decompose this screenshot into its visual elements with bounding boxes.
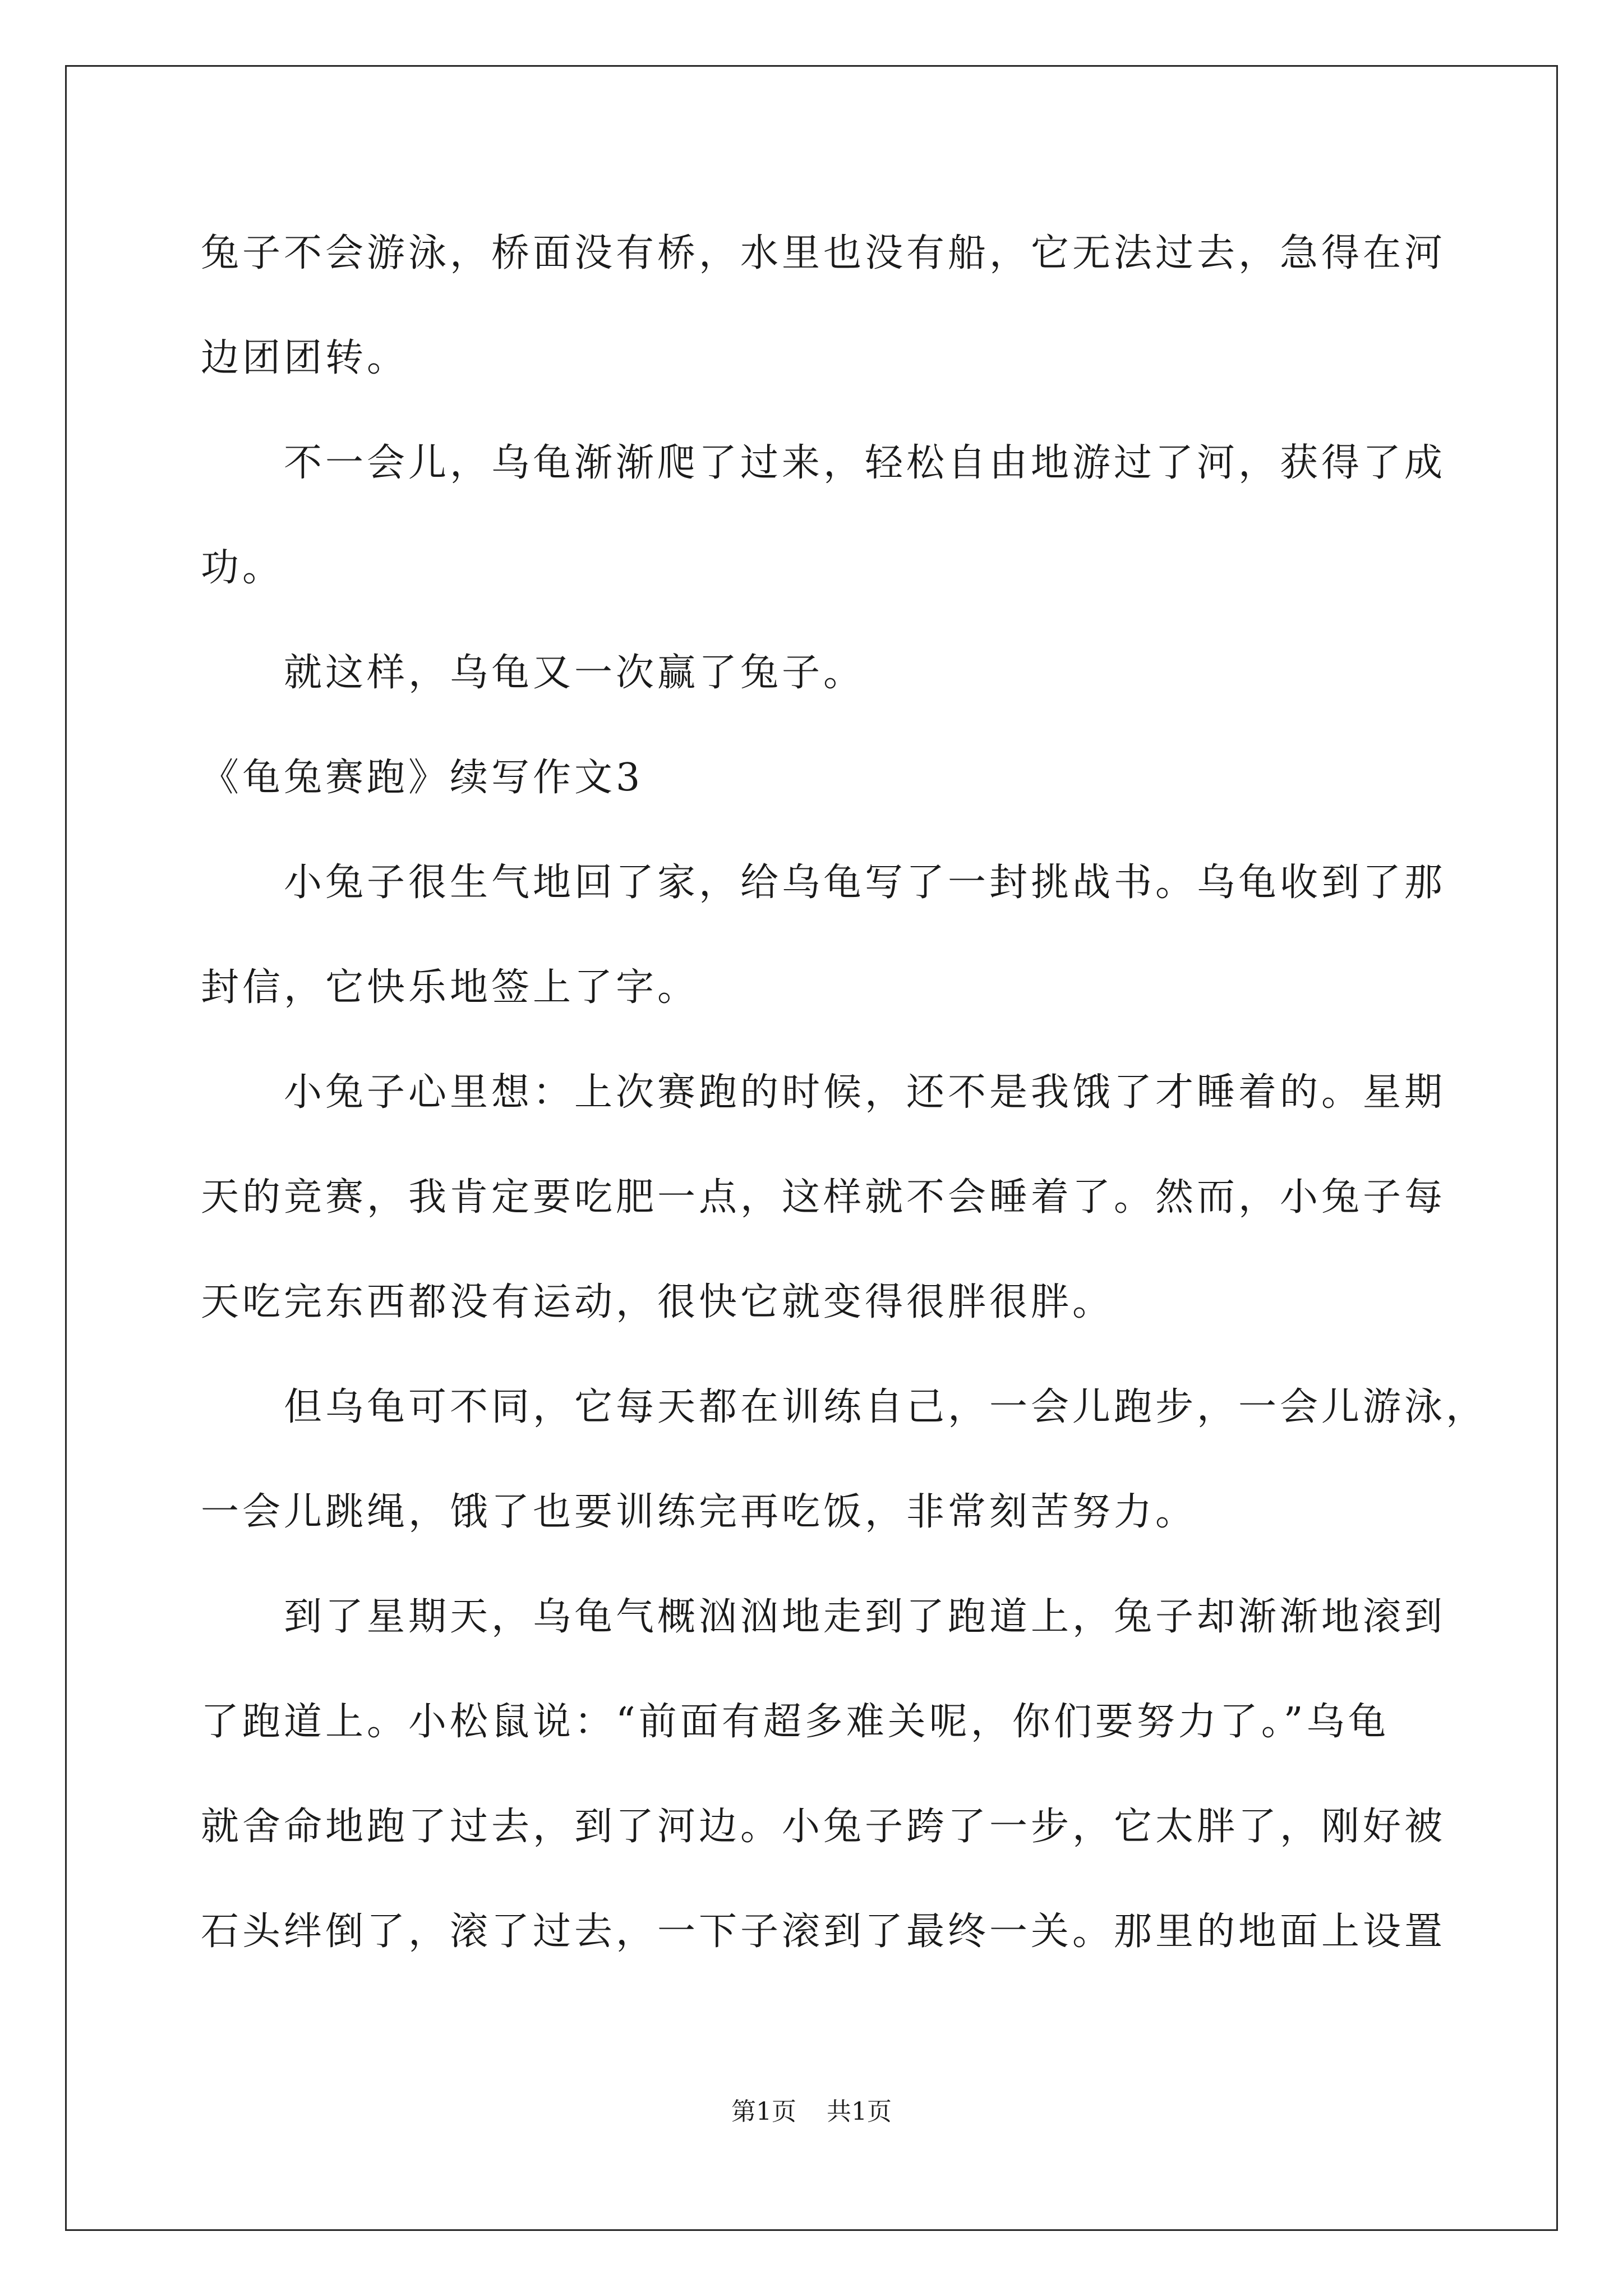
- text-line: 石头绊倒了，滚了过去，一下子滚到了最终一关。那里的地面上设置: [201, 1910, 1446, 1954]
- paragraph-start: 不一会儿，乌龟渐渐爬了过来，轻松自由地游过了河，获得了成: [284, 441, 1446, 485]
- text-line: 边团团转。: [201, 336, 409, 380]
- text-line: 封信，它快乐地签上了字。: [201, 965, 699, 1010]
- text-line: 功。: [201, 546, 284, 590]
- text-line: 一会儿跳绳，饿了也要训练完再吃饭，非常刻苦努力。: [201, 1490, 1197, 1534]
- paragraph-start: 小兔子心里想：上次赛跑的时候，还不是我饿了才睡着的。星期: [284, 1070, 1446, 1115]
- document-body: [201, 201, 1488, 1984]
- paragraph-start: 就这样，乌龟又一次赢了兔子。: [284, 651, 865, 695]
- text-line: 就舍命地跑了过去，到了河边。小兔子跨了一步，它太胖了，刚好被: [201, 1805, 1446, 1849]
- page-total: 共1页: [827, 2097, 892, 2126]
- section-heading: 《龟兔赛跑》续写作文3: [201, 756, 644, 800]
- paragraph-start: 到了星期天，乌龟气概汹汹地走到了跑道上，兔子却渐渐地滚到: [284, 1595, 1446, 1639]
- paragraph-start: 小兔子很生气地回了家，给乌龟写了一封挑战书。乌龟收到了那: [284, 861, 1446, 905]
- text-line: 兔子不会游泳，桥面没有桥，水里也没有船，它无法过去，急得在河: [201, 231, 1446, 275]
- paragraph-start: 但乌龟可不同，它每天都在训练自己，一会儿跑步，一会儿游泳，: [284, 1385, 1488, 1429]
- page-footer: [0, 2095, 1623, 2129]
- page-number: 第1页: [731, 2097, 796, 2126]
- text-line: 天吃完东西都没有运动，很快它就变得很胖很胖。: [201, 1280, 1114, 1324]
- text-line: 了跑道上。小松鼠说：“前面有超多难关呢，你们要努力了。”乌龟: [201, 1700, 1390, 1744]
- text-line: 天的竞赛，我肯定要吃肥一点，这样就不会睡着了。然而，小兔子每: [201, 1175, 1446, 1220]
